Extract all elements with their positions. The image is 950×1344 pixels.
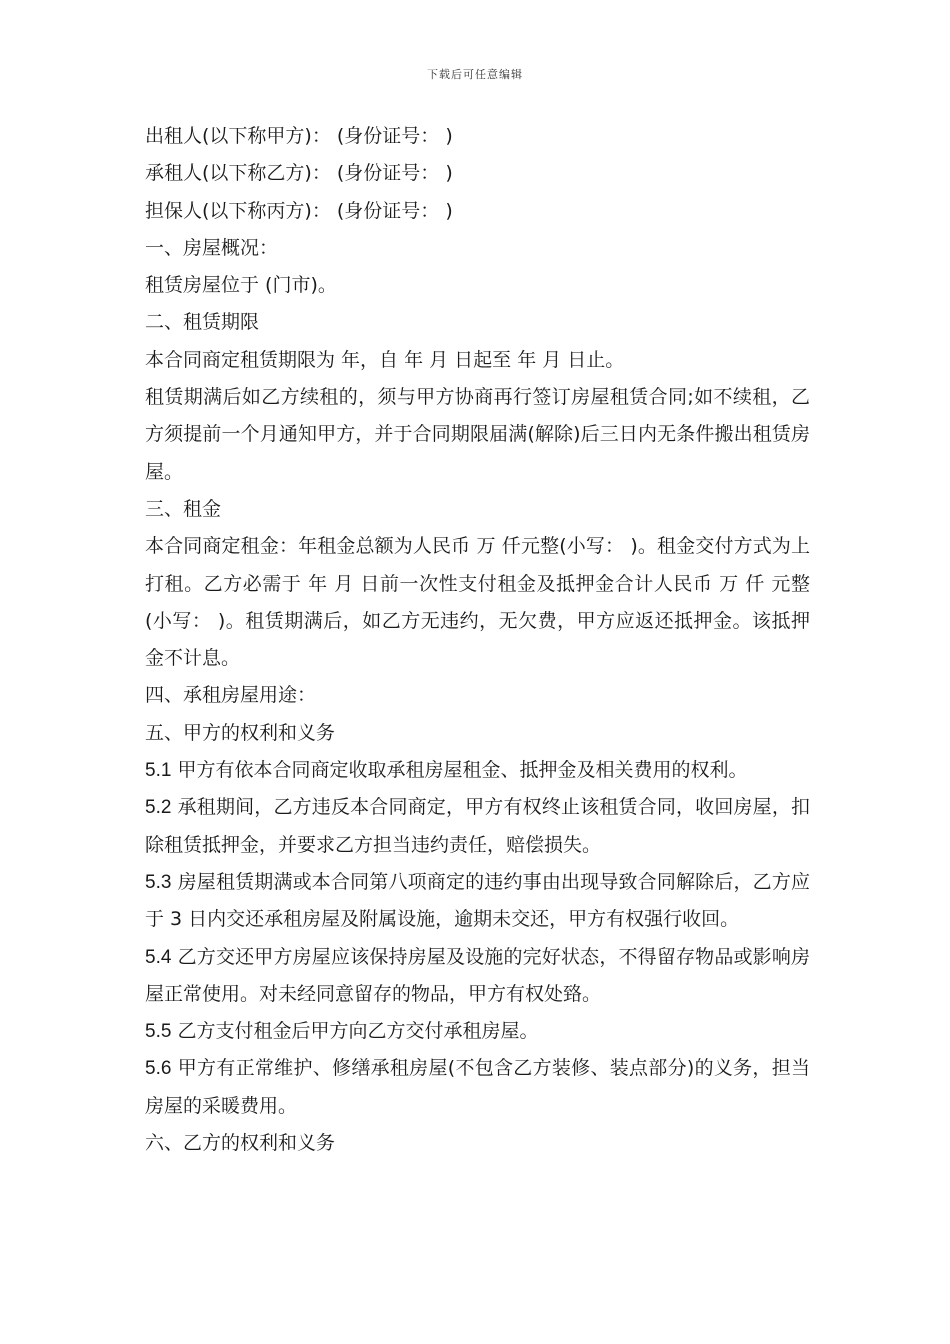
lease-term-paragraph: 本合同商定租赁期限为 年，自 年 月 日起至 年 月 日止。 <box>145 348 625 371</box>
clause-5-6 <box>145 1050 810 1125</box>
clause-5-3 <box>145 864 810 939</box>
contract-body <box>145 118 810 1162</box>
clause-5-5 <box>145 1013 810 1050</box>
clause-number: 5.6 <box>145 1058 172 1080</box>
lessee-line: 承租人(以下称乙方)： (身份证号： ) <box>145 162 453 185</box>
clause-text: 甲方有依本合同商定收取承租房屋租金、抵押金及相关费用的权利。 <box>171 759 748 782</box>
clause-number: 5.1 <box>145 760 172 782</box>
section-heading-rent: 三、租金 <box>145 497 222 520</box>
clause-number: 5.5 <box>145 1021 172 1043</box>
page-header-note: 下载后可任意编辑 <box>427 68 523 81</box>
section-heading-term: 二、租赁期限 <box>145 311 260 334</box>
clause-text: 乙方交还甲方房屋应该保持房屋及设施的完好状态，不得留存物品或影响房屋正常使用。对未经同意留存的物品，甲方有权处臵。 <box>145 945 810 1005</box>
section-heading-property: 一、房屋概况： <box>145 236 279 259</box>
renewal-paragraph: 租赁期满后如乙方续租的，须与甲方协商再行签订房屋租赁合同;如不续租，乙方须提前一个月通知甲方，并于合同期限届满(解除)后三日内无条件搬出租赁房屋。 <box>145 386 810 483</box>
property-location: 租赁房屋位于 (门市)。 <box>145 274 337 297</box>
clause-number: 5.3 <box>145 871 172 893</box>
clause-5-4 <box>145 939 810 1014</box>
clause-5-2 <box>145 789 810 864</box>
clause-number: 5.2 <box>145 797 172 819</box>
clause-text: 房屋租赁期满或本合同第八项商定的违约事由出现导致合同解除后，乙方应于 3 日内交还承租房屋及附属设施，逾期未交还，甲方有权强行收回。 <box>145 870 810 931</box>
clause-text: 乙方支付租金后甲方向乙方交付承租房屋。 <box>171 1020 539 1043</box>
section-heading-lessee-rights: 六、乙方的权利和义务 <box>145 1132 336 1155</box>
rent-paragraph: 本合同商定租金：年租金总额为人民币 万 仟元整(小写： )。租金交付方式为上打租。乙方必需于 年 月 日前一次性支付租金及抵押金合计人民币 万 仟 元整(小写： )。租赁期满后，如乙方无违约，无欠费，甲方应返还抵押金。该抵押金不计息。 <box>145 535 810 670</box>
clause-5-1 <box>145 752 810 789</box>
section-heading-usage: 四、承租房屋用途： <box>145 684 317 707</box>
section-heading-lessor-rights: 五、甲方的权利和义务 <box>145 721 336 744</box>
guarantor-line: 担保人(以下称丙方)： (身份证号： ) <box>145 199 453 222</box>
clause-text: 承租期间，乙方违反本合同商定，甲方有权终止该租赁合同，收回房屋，扣除租赁抵押金，并要求乙方担当违约责任，赔偿损失。 <box>145 796 810 856</box>
lessor-line: 出租人(以下称甲方)： (身份证号： ) <box>145 125 453 147</box>
clause-text: 甲方有正常维护、修缮承租房屋(不包含乙方装修、装点部分)的义务，担当房屋的采暖费用。 <box>145 1057 810 1117</box>
clause-number: 5.4 <box>145 946 172 968</box>
